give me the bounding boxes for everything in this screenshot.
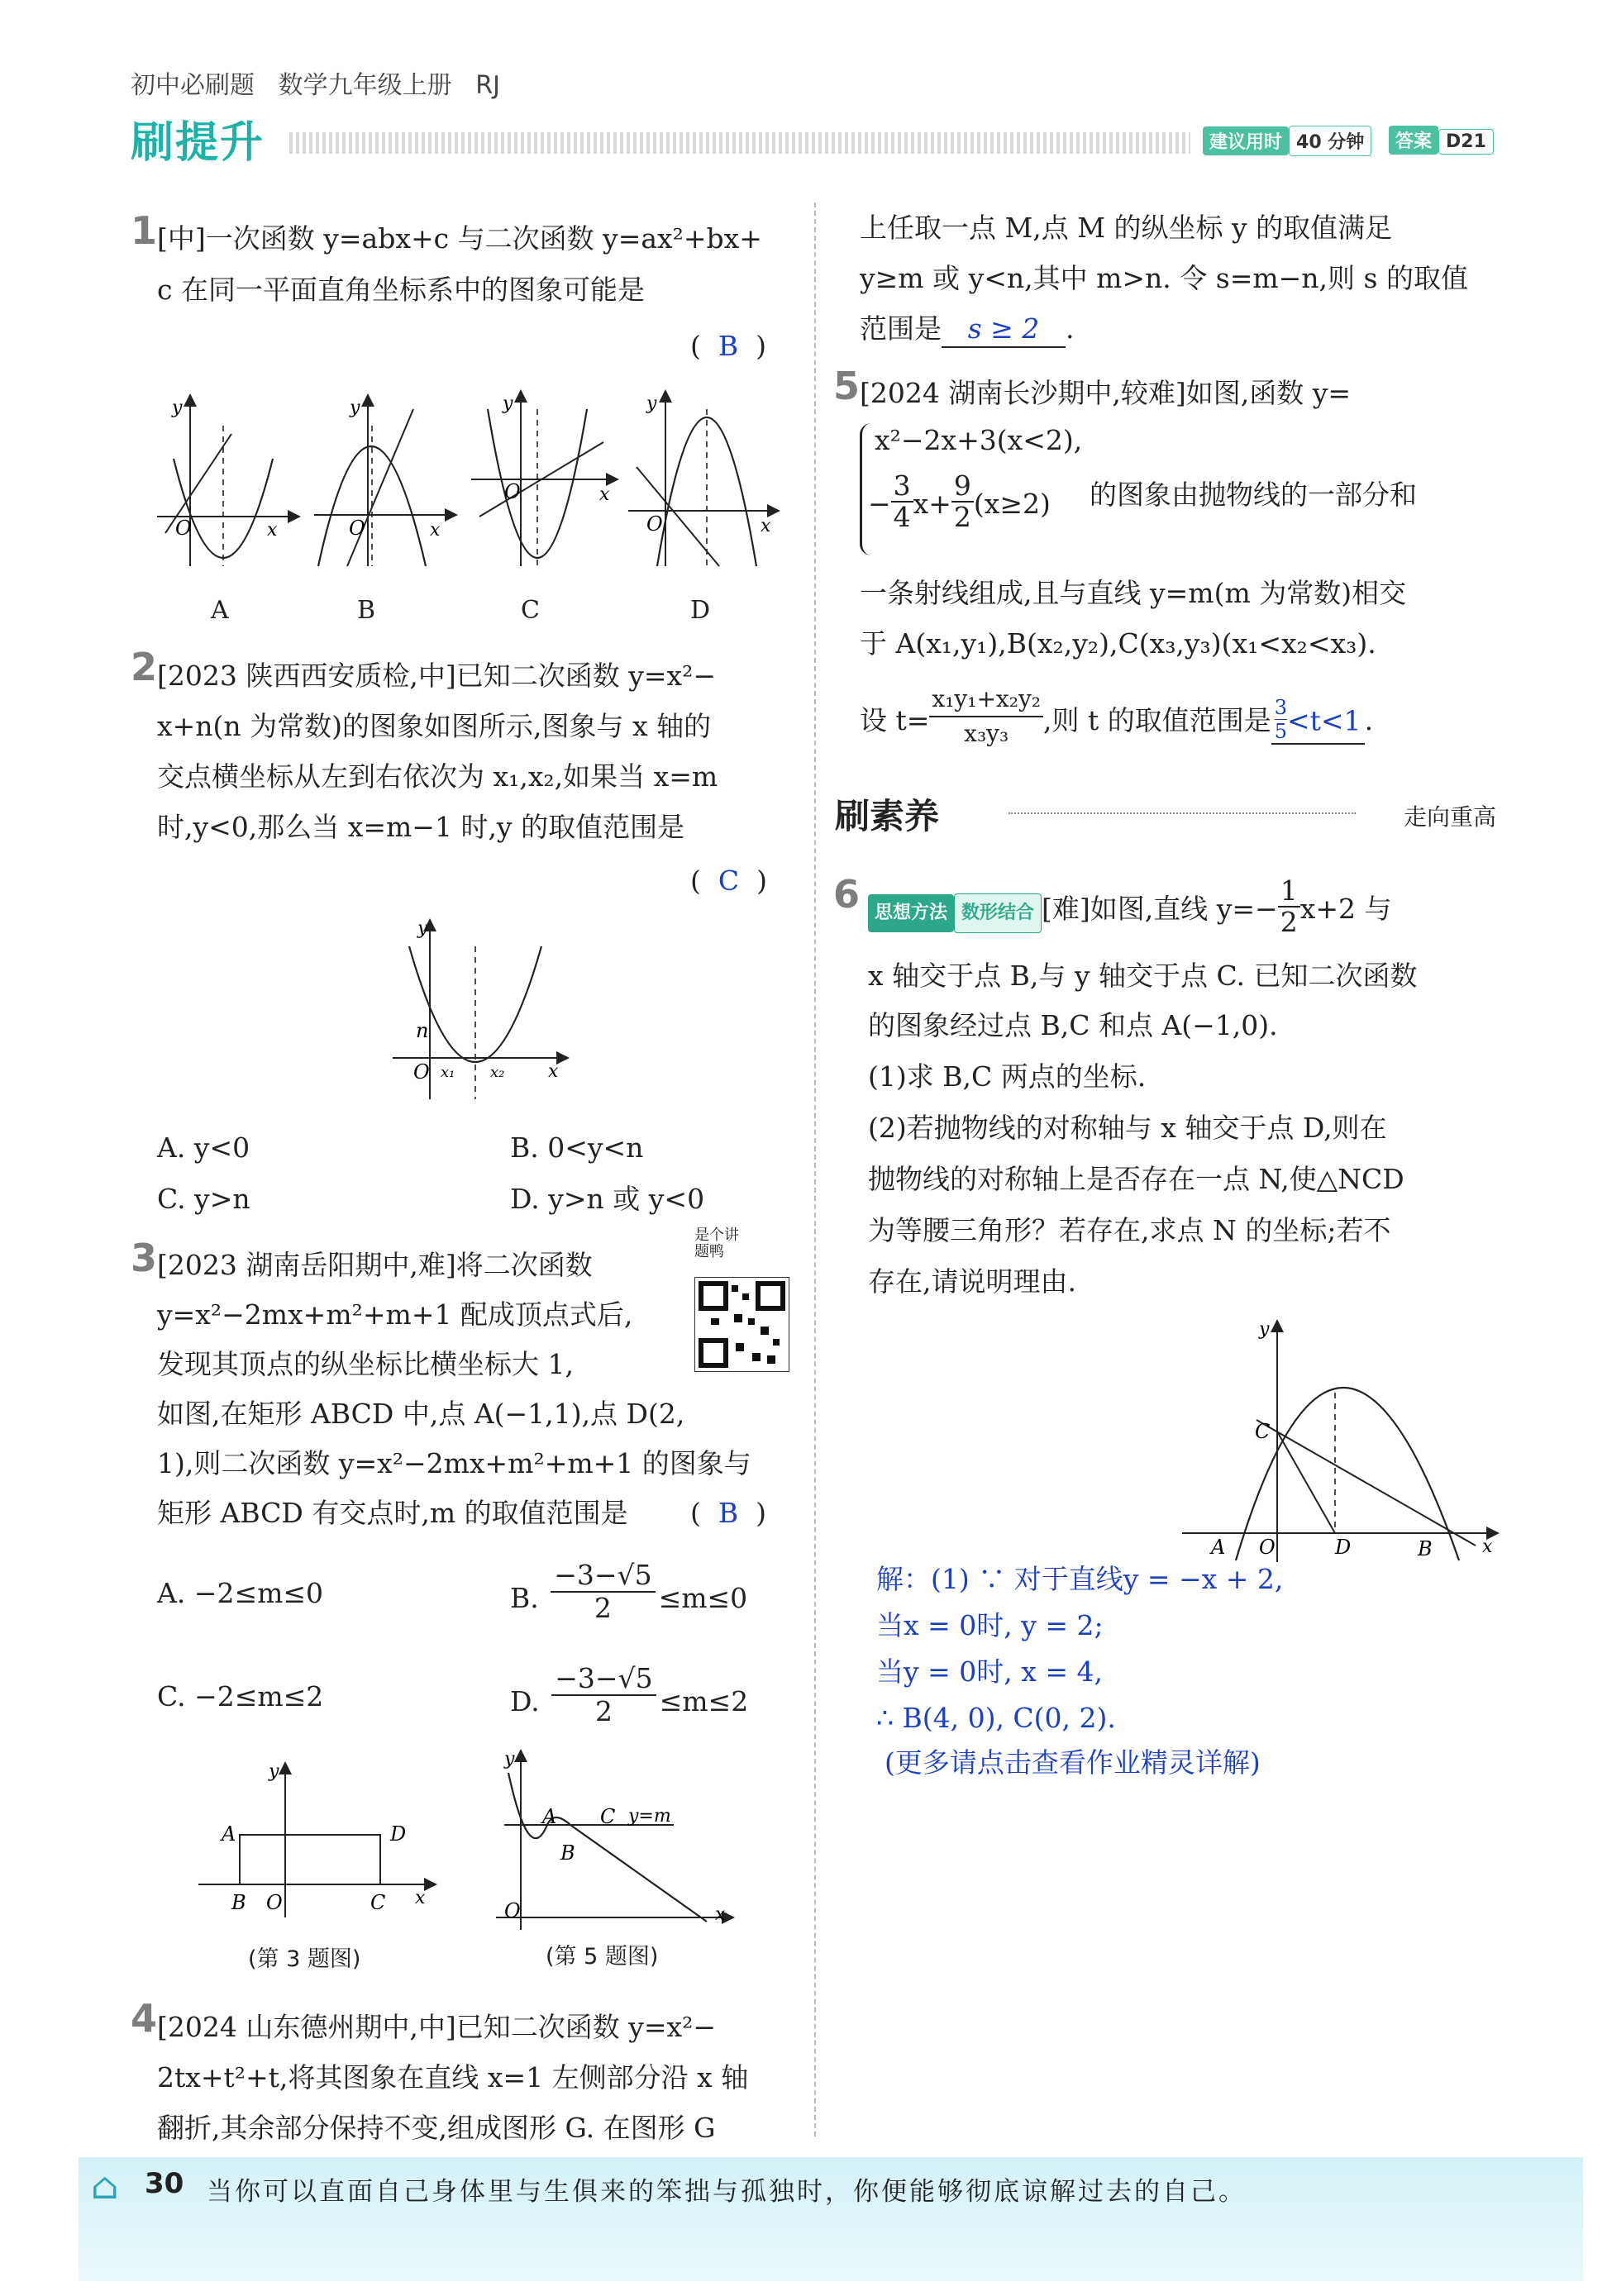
graph-c — [471, 393, 616, 566]
svg-text:O: O — [266, 1891, 283, 1914]
q5-line1: [2024 湖南长沙期中,较难]如图,函数 y= — [860, 377, 1351, 409]
svg-text:n: n — [416, 1019, 429, 1042]
q6-line3: 的图象经过点 B,C 和点 A(−1,0). — [868, 1009, 1278, 1041]
q2-option-a: A. y<0 — [157, 1131, 250, 1164]
q5-figure — [488, 1744, 736, 1934]
svg-text:O: O — [646, 512, 663, 536]
question-number: 2 — [131, 645, 158, 689]
q6-line7: 为等腰三角形？若存在,求点 N 的坐标;若不 — [868, 1214, 1391, 1246]
qr-label: 是个讲题鸭 — [694, 1227, 739, 1260]
q4-line1: [2024 山东德州期中,中]已知二次函数 y=x²− — [157, 2011, 716, 2043]
q2-answer: C — [718, 865, 740, 897]
svg-text:y: y — [646, 393, 657, 414]
svg-text:x: x — [715, 1904, 726, 1925]
q3-option-b-denominator: 2 — [594, 1592, 612, 1624]
q5-line3: 一条射线组成,且与直线 y=m(m 为常数)相交 — [860, 577, 1407, 609]
question-number: 4 — [131, 1996, 158, 2041]
q5-answer-den: 5 — [1274, 719, 1287, 743]
q1-line1: [中]一次函数 y=abx+c 与二次函数 y=ax²+bx+ — [157, 222, 762, 255]
answer-ref: D21 — [1438, 129, 1494, 155]
svg-text:O: O — [175, 517, 192, 540]
q5-answer-num: 3 — [1274, 695, 1287, 719]
svg-text:x: x — [599, 484, 610, 505]
q1-answer-bracket: ( B ) — [690, 330, 766, 362]
time-badge — [1203, 126, 1371, 156]
footer-quote: 当你可以直面自己身体里与生俱来的笨拙与孤独时，你便能够彻底谅解过去的自己。 — [207, 2177, 1247, 2207]
q4-line6: 范围是 s ≥ 2 . — [860, 312, 1075, 348]
q6-line1-a: [难]如图,直线 y=− — [1042, 893, 1278, 925]
header-book-line — [131, 64, 500, 101]
q3-option-d — [510, 1662, 749, 1727]
svg-text:y=m: y=m — [628, 1806, 671, 1827]
svg-text:D: D — [390, 1822, 407, 1846]
section2-right: 走向重高 — [1403, 803, 1496, 831]
q5-frac1-num: 3 — [891, 471, 913, 503]
series-name: 初中必刷题 — [131, 71, 255, 100]
svg-text:x: x — [415, 1888, 426, 1908]
q6-frac-den: 2 — [1280, 906, 1298, 938]
q6-tag-method: 思想方法 — [868, 894, 954, 932]
svg-text:x: x — [548, 1061, 559, 1082]
q6-tag-combine: 数形结合 — [954, 893, 1042, 933]
svg-text:x: x — [761, 516, 771, 536]
q6-line5: (2)若抛物线的对称轴与 x 轴交于点 D,则在 — [868, 1112, 1387, 1144]
svg-text:A: A — [222, 1822, 236, 1846]
q5-figure-caption: (第 5 题图) — [546, 1944, 659, 1970]
q3-line6: 矩形 ABCD 有交点时,m 的取值范围是 — [157, 1497, 628, 1529]
q2-line1: [2023 陕西西安质检,中]已知二次函数 y=x²− — [157, 660, 716, 692]
graph-d — [628, 393, 777, 566]
answer-label: 答案 — [1389, 126, 1438, 155]
q6-solution-4: ∴ B(4, 0), C(0, 2). — [876, 1702, 1116, 1734]
q2-option-c: C. y>n — [157, 1183, 250, 1215]
svg-text:O: O — [349, 517, 365, 540]
q1-option-c: C — [521, 596, 540, 625]
q5-case2 — [868, 469, 1051, 533]
q1-option-b: B — [357, 596, 376, 625]
q5-t-numerator: x₁y₁+x₂y₂ — [929, 683, 1043, 717]
svg-text:A: A — [1211, 1536, 1226, 1559]
section-title: 刷提升 — [131, 118, 265, 168]
q5-answer — [1271, 695, 1365, 745]
q2-answer-bracket: ( C ) — [690, 865, 767, 897]
compass-icon: ⌂ — [91, 2165, 119, 2208]
svg-text:y: y — [269, 1761, 279, 1782]
q3-figure — [190, 1756, 438, 1922]
q6-solution-2: 当x = 0时, y = 2; — [876, 1609, 1104, 1641]
svg-text:x₂: x₂ — [490, 1064, 505, 1081]
q5-case2-tail: (x≥2) — [973, 488, 1051, 520]
column-divider — [814, 202, 816, 2136]
page-number: 30 — [145, 2167, 184, 2200]
q1-line2: c 在同一平面直角坐标系中的图象可能是 — [157, 274, 645, 306]
q6-line8: 存在,请说明理由. — [868, 1265, 1076, 1298]
svg-text:B: B — [231, 1891, 246, 1914]
q4-line3: 翻折,其余部分保持不变,组成图形 G. 在图形 G — [157, 2112, 716, 2144]
question-number: 3 — [131, 1236, 158, 1280]
q6-line1-b: x+2 与 — [1299, 893, 1392, 925]
q3-option-d-suffix: ≤m≤2 — [659, 1685, 749, 1717]
q3-line4: 如图,在矩形 ABCD 中,点 A(−1,1),点 D(2, — [157, 1398, 685, 1430]
q1-answer: B — [718, 330, 739, 362]
q6-line4: (1)求 B,C 两点的坐标. — [868, 1060, 1147, 1093]
svg-text:y: y — [503, 393, 513, 414]
svg-text:x₁: x₁ — [441, 1064, 455, 1081]
svg-text:C: C — [370, 1891, 386, 1914]
q1-option-a: A — [211, 596, 229, 625]
svg-text:C: C — [600, 1805, 616, 1828]
q2-option-d: D. y>n 或 y<0 — [510, 1183, 705, 1215]
q3-line1: [2023 湖南岳阳期中,难]将二次函数 — [157, 1249, 593, 1281]
q6-frac-num: 1 — [1278, 876, 1300, 907]
section2-rule — [1009, 812, 1356, 814]
q3-option-b-suffix: ≤m≤0 — [658, 1582, 748, 1614]
q5-case2-sign: − — [868, 488, 891, 520]
q6-line2: x 轴交于点 B,与 y 轴交于点 C. 已知二次函数 — [868, 960, 1418, 992]
svg-text:A: A — [542, 1805, 557, 1828]
q3-option-d-numerator: −3−√5 — [551, 1663, 656, 1696]
q5-line4: 于 A(x₁,y₁),B(x₂,y₂),C(x₃,y₃)(x₁<x₂<x₃). — [860, 627, 1376, 660]
q3-line3: 发现其顶点的纵坐标比横坐标大 1, — [157, 1348, 574, 1380]
q4-line4: 上任取一点 M,点 M 的纵坐标 y 的取值满足 — [860, 212, 1393, 244]
q4-line2: 2tx+t²+t,将其图象在直线 x=1 左侧部分沿 x 轴 — [157, 2061, 749, 2094]
q5-t-mid: ,则 t 的取值范围是 — [1042, 704, 1271, 736]
question-number: 5 — [833, 364, 861, 408]
q3-answer-bracket: ( B ) — [690, 1497, 766, 1529]
q6-solution-3: 当y = 0时, x = 4, — [876, 1655, 1103, 1688]
edition: RJ — [475, 71, 500, 100]
graph-a — [157, 397, 298, 566]
svg-text:B: B — [560, 1841, 575, 1865]
svg-text:x: x — [430, 520, 441, 541]
q3-figure-caption: (第 3 题图) — [248, 1946, 361, 1972]
section2-title: 刷素养 — [835, 796, 940, 836]
q2-line4: 时,y<0,那么当 x=m−1 时,y 的取值范围是 — [157, 811, 685, 843]
q5-line5 — [860, 685, 1374, 750]
svg-text:C: C — [1255, 1420, 1271, 1443]
q2-line3: 交点横坐标从左到右依次为 x₁,x₂,如果当 x=m — [157, 760, 718, 793]
q3-line2: y=x²−2mx+m²+m+1 配成顶点式后, — [157, 1298, 633, 1331]
q5-frac1-den: 4 — [893, 501, 911, 533]
q6-figure — [1178, 1314, 1500, 1570]
q2-graph — [384, 913, 575, 1103]
q3-line5: 1),则二次函数 y=x²−2mx+m²+m+1 的图象与 — [157, 1447, 751, 1479]
q3-option-b-prefix: B. — [510, 1582, 539, 1614]
q6-solution-1: 解：(1) ∵ 对于直线y = −x + 2, — [876, 1563, 1284, 1595]
q6-line1 — [868, 874, 1392, 938]
svg-text:O: O — [504, 1899, 521, 1922]
svg-text:D: D — [1335, 1536, 1352, 1559]
svg-text:y: y — [504, 1749, 515, 1770]
q4-line6-prefix: 范围是 — [860, 312, 942, 345]
time-value: 40 分钟 — [1289, 126, 1371, 156]
q4-line5: y≥m 或 y<n,其中 m>n. 令 s=m−n,则 s 的取值 — [860, 262, 1468, 294]
time-label: 建议用时 — [1203, 126, 1289, 155]
svg-text:O: O — [504, 480, 521, 503]
q5-t-denominator: x₃y₃ — [964, 720, 1009, 747]
q5-period: . — [1364, 704, 1374, 736]
q4-answer: s ≥ 2 — [942, 312, 1066, 348]
q3-option-b-numerator: −3−√5 — [551, 1560, 655, 1593]
q2-option-b: B. 0<y<n — [510, 1131, 644, 1164]
svg-text:x: x — [1482, 1536, 1493, 1557]
svg-text:x: x — [267, 520, 278, 541]
q5-frac2-den: 2 — [953, 501, 971, 533]
svg-text:y: y — [350, 398, 360, 418]
svg-text:y: y — [417, 918, 428, 939]
svg-text:y: y — [1259, 1319, 1270, 1340]
q5-frac2-num: 9 — [951, 471, 974, 503]
q3-option-d-denominator: 2 — [594, 1695, 613, 1727]
q3-answer: B — [718, 1497, 739, 1529]
answer-badge — [1389, 126, 1494, 155]
q6-solution-more-link[interactable]: (更多请点击查看作业精灵详解) — [885, 1746, 1261, 1779]
q2-line2: x+n(n 为常数)的图象如图所示,图象与 x 轴的 — [157, 710, 712, 742]
q6-line6: 抛物线的对称轴上是否存在一点 N,使△NCD — [868, 1163, 1404, 1195]
book-title: 数学九年级上册 — [278, 71, 452, 100]
svg-text:B: B — [1418, 1537, 1433, 1560]
q1-option-d: D — [690, 596, 711, 625]
q3-option-d-prefix: D. — [510, 1685, 540, 1717]
q5-case1: x²−2x+3(x<2), — [875, 424, 1083, 456]
qr-code-icon[interactable] — [694, 1277, 789, 1372]
q5-after-brace: 的图象由抛物线的一部分和 — [1090, 479, 1417, 511]
q3-option-a: A. −2≤m≤0 — [157, 1577, 324, 1609]
q3-option-b — [510, 1559, 748, 1624]
svg-text:O: O — [413, 1060, 430, 1084]
header-dotted-rule — [289, 132, 1190, 154]
section2-header — [835, 789, 1496, 839]
question-number: 1 — [131, 208, 158, 253]
q5-answer-tail: <t<1 — [1287, 704, 1361, 736]
graph-b — [314, 397, 455, 566]
svg-text:O: O — [1259, 1536, 1276, 1559]
svg-text:y: y — [172, 398, 183, 418]
q5-set-prefix: 设 t= — [860, 704, 930, 736]
q3-option-c: C. −2≤m≤2 — [157, 1680, 324, 1712]
question-number: 6 — [833, 872, 861, 917]
q5-case2-mid: x+ — [913, 488, 951, 520]
